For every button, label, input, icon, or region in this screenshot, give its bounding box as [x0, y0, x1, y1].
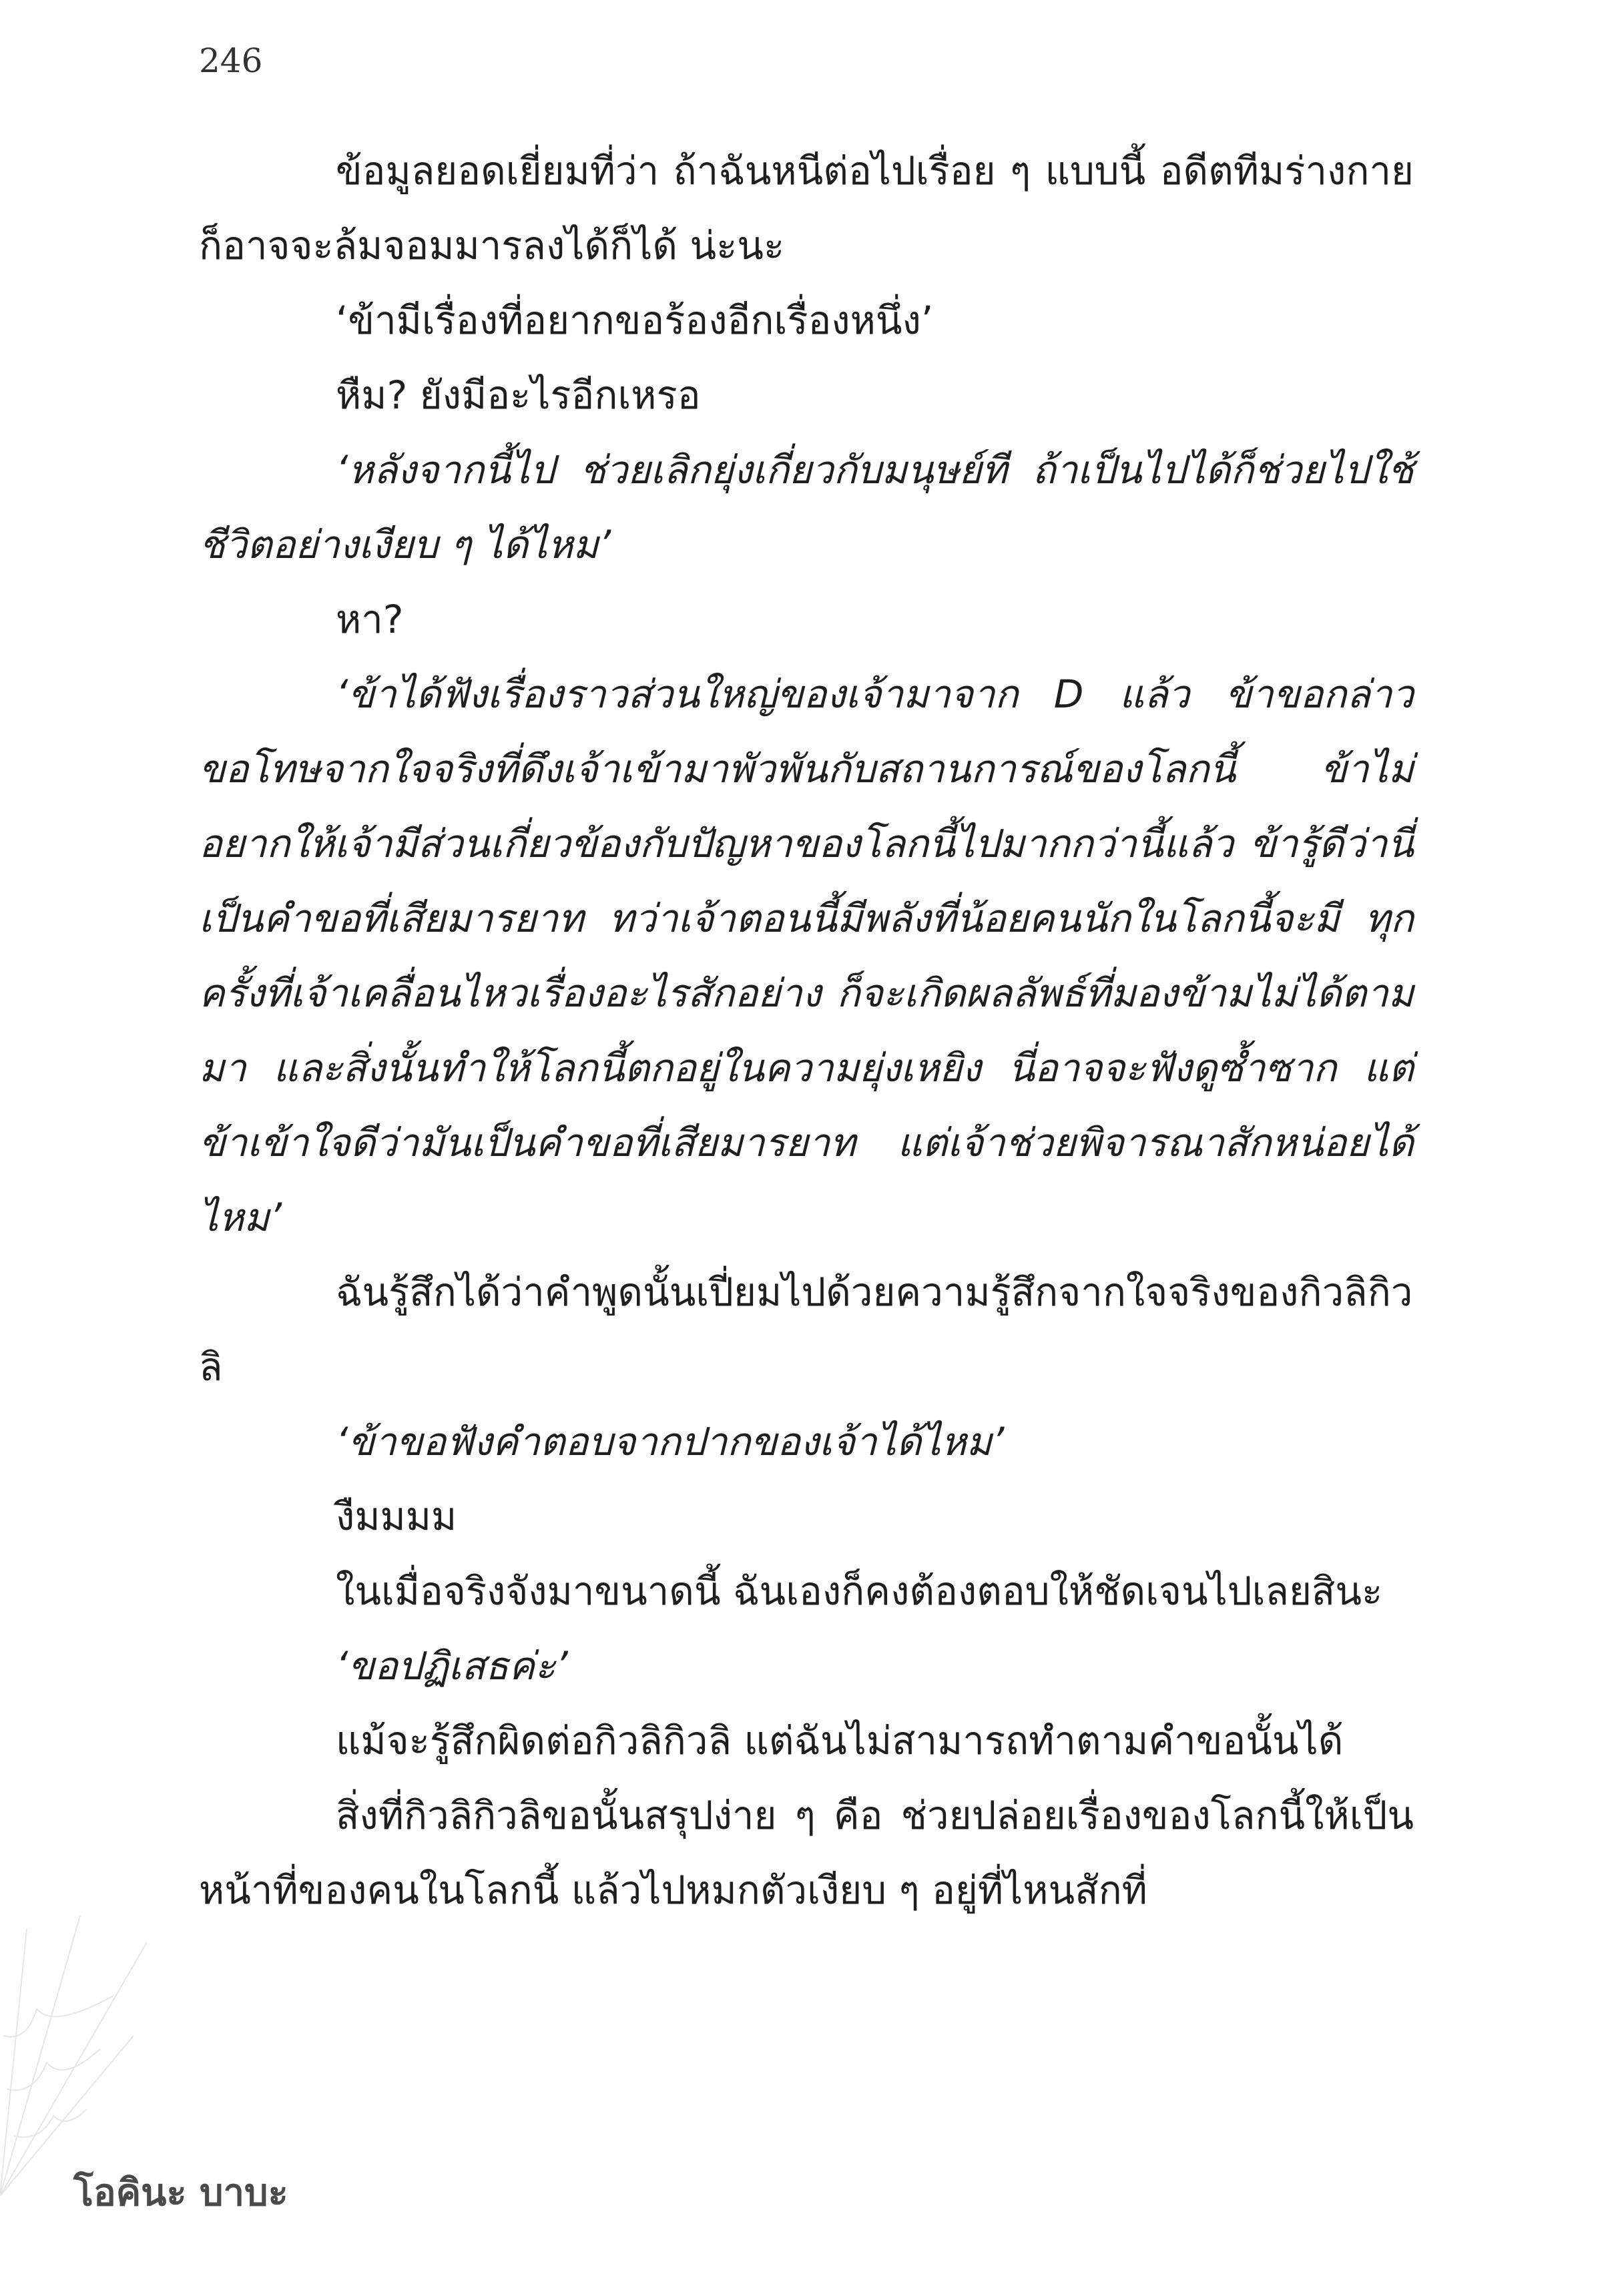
paragraph: งืมมมม — [336, 1494, 457, 1539]
paragraph: ‘ข้าขอฟังคำตอบจากปากของเจ้าได้ไหม’ — [336, 1419, 1005, 1464]
body-text — [199, 133, 1414, 1928]
paragraph: หืม? ยังมีอะไรอีกเหรอ — [336, 372, 701, 418]
paragraph: ฉันรู้สึกได้ว่าคำพูดนั้นเปี่ยมไปด้วยความรู้สึกจากใจจริงของกิวลิกิวลิ — [199, 1269, 1413, 1390]
paragraph: สิ่งที่กิวลิกิวลิขอนั้นสรุปง่าย ๆ คือ ช่วยปล่อยเรื่องของโลกนี้ให้เป็นหน้าที่ของคนในโลกนี้ แล้วไปหมกตัวเงียบ ๆ อยู่ที่ไหนสักที่ — [199, 1793, 1414, 1913]
paragraph: ‘หลังจากนี้ไป ช่วยเลิกยุ่งเกี่ยวกับมนุษย์ที ถ้าเป็นไปได้ก็ช่วยไปใช้ชีวิตอย่างเงียบ ๆ ได้ไหม’ — [199, 447, 1414, 567]
paragraph: หา? — [336, 597, 404, 642]
paragraph: ข้อมูลยอดเยี่ยมที่ว่า ถ้าฉันหนีต่อไปเรื่อย ๆ แบบนี้ อดีตทีมร่างกายก็อาจจะล้มจอมมารลงได้ก็ได้ น่ะนะ — [199, 148, 1414, 268]
page-number: 246 — [199, 41, 263, 80]
paragraph: ‘ข้ามีเรื่องที่อยากขอร้องอีกเรื่องหนึ่ง’ — [336, 298, 934, 343]
paragraph: ‘ข้าได้ฟังเรื่องราวส่วนใหญ่ของเจ้ามาจาก D แล้ว ข้าขอกล่าวขอโทษจากใจจริงที่ดึงเจ้าเข้ามาพัวพันกับสถานการณ์ของโลกนี้ ข้าไม่อยากให้เจ้ามีส่วนเกี่ยวข้องกับปัญหาของโลกนี้ไปมากกว่านี้แล้ว ข้ารู้ดีว่านี่เป็นคำขอที่เสียมารยาท ทว่าเจ้าตอนนี้มีพลังที่น้อยคนนักในโลกนี้จะมี ทุกครั้งที่เจ้าเคลื่อนไหวเรื่องอะไรสักอย่าง ก็จะเกิดผลลัพธ์ที่มองข้ามไม่ได้ตามมา และสิ่งนั้นทำให้โลกนี้ตกอยู่ในความยุ่งเหยิง นี่อาจจะฟังดูซ้ำซาก แต่ข้าเข้าใจดีว่ามันเป็นคำขอที่เสียมารยาท แต่เจ้าช่วยพิจารณาสักหน่อยได้ไหม’ — [199, 671, 1414, 1240]
spider-web-decoration — [0, 1916, 147, 2196]
footer-author: โอคินะ บาบะ — [73, 2171, 288, 2215]
paragraph: แม้จะรู้สึกผิดต่อกิวลิกิวลิ แต่ฉันไม่สามารถทำตามคำขอนั้นได้ — [336, 1718, 1344, 1763]
paragraph: ‘ขอปฏิเสธค่ะ’ — [336, 1643, 568, 1689]
paragraph: ในเมื่อจริงจังมาขนาดนี้ ฉันเองก็คงต้องตอบให้ชัดเจนไปเลยสินะ — [336, 1568, 1383, 1614]
